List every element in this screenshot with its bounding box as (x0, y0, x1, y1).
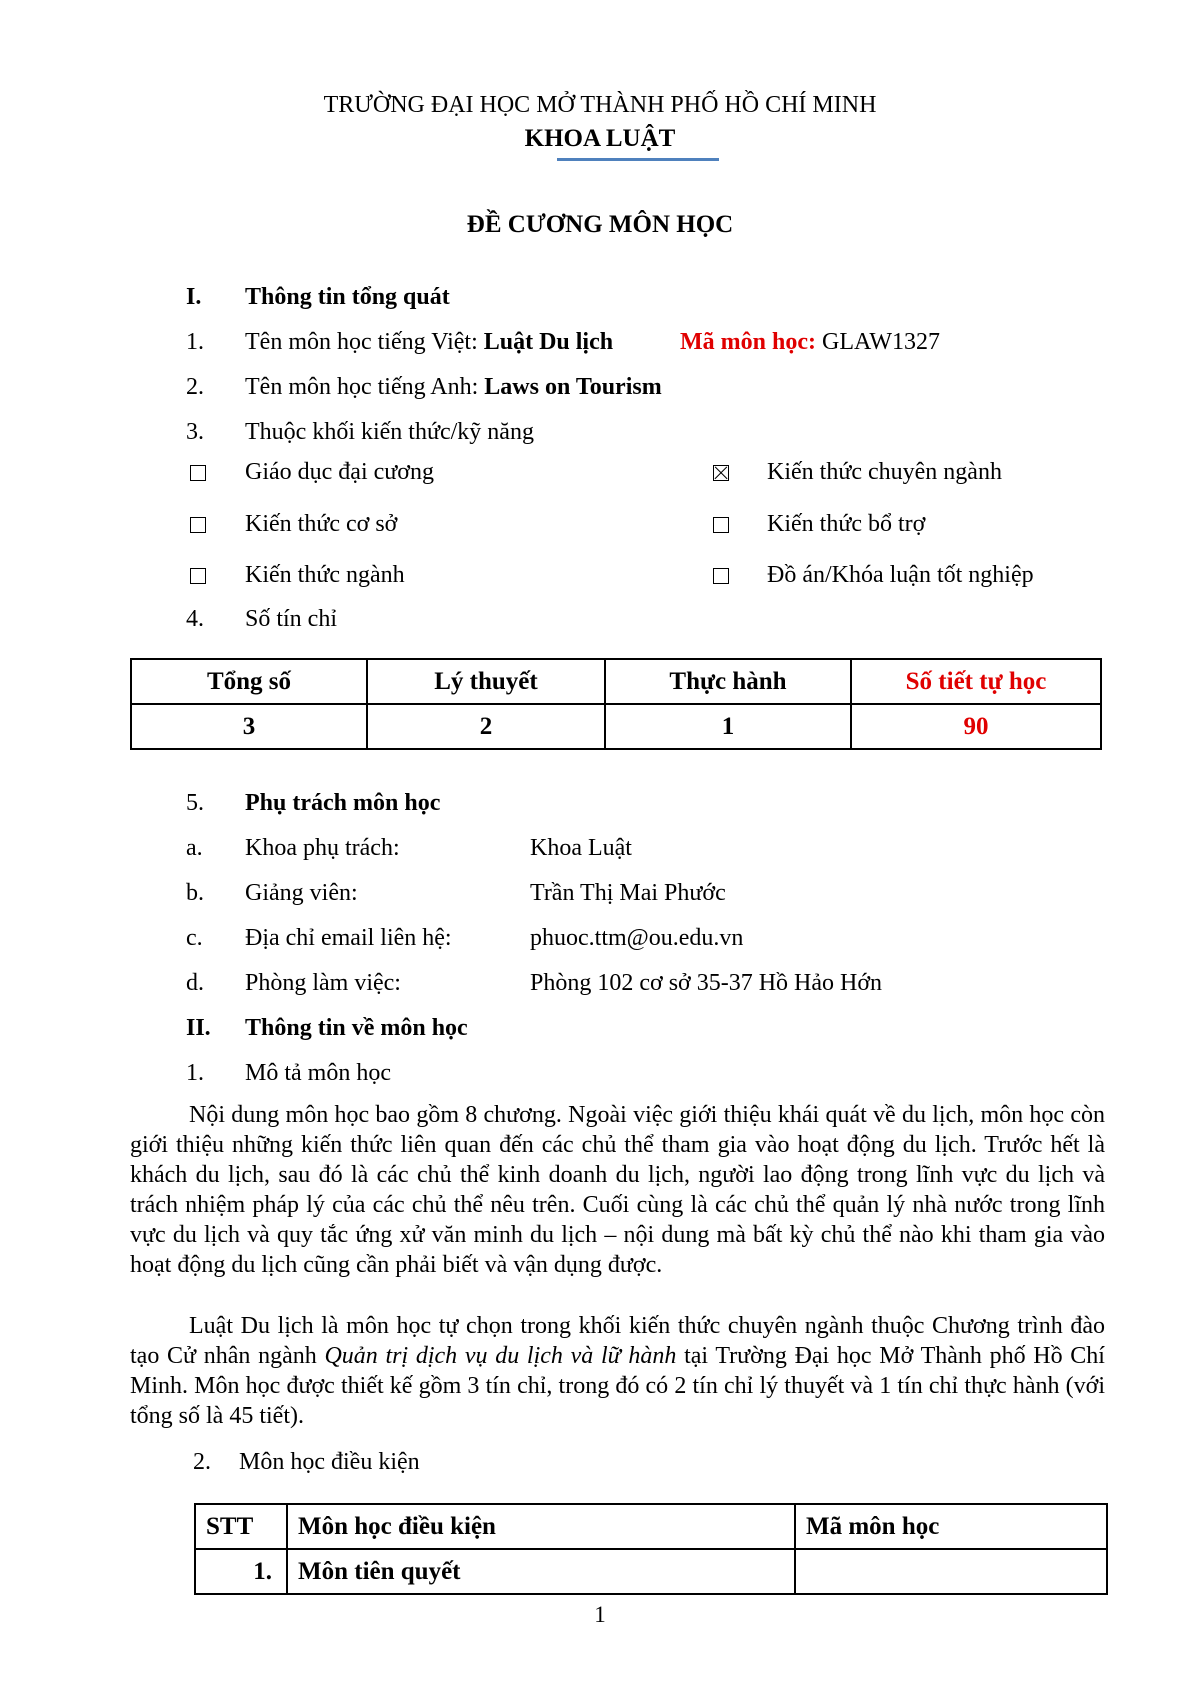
item-4-number: 4. (186, 606, 204, 632)
table-cell: 90 (851, 704, 1101, 749)
checkbox-thesis[interactable] (713, 565, 729, 589)
table-header-cell: Môn học điều kiện (287, 1504, 795, 1549)
table-cell: 2 (367, 704, 605, 749)
course-name-en-value: Laws on Tourism (484, 374, 662, 400)
list-label: Phòng làm việc: (245, 970, 401, 996)
list-value: Trần Thị Mai Phước (530, 880, 726, 906)
email-link[interactable]: phuoc.ttm@ou.edu.vn (530, 925, 744, 951)
section-1-number: I. (186, 284, 202, 310)
checkbox-icon (190, 568, 206, 584)
paragraph-text: tại Trường Đại học Mở Thành phố Hồ Chí Minh. Môn học được thiết kế gồm 3 tín chỉ, trong đó có 2 tín chỉ lý thuyết và 1 tín chỉ thực hành (với tổng số là 45 tiết). (130, 1343, 1105, 1429)
checkbox-icon (713, 568, 729, 584)
section-1-title: Thông tin tổng quát (245, 284, 450, 310)
section-2-number: II. (186, 1015, 211, 1041)
description-paragraph-1: Nội dung môn học bao gồm 8 chương. Ngoài việc giới thiệu khái quát về du lịch, môn học còn giới thiệu những kiến thức liên quan đến các chủ thể tham gia vào hoạt động du lịch. Trước hết là khách du lịch, sau đó là các chủ thể kinh doanh du lịch, người lao động trong lĩnh vực du lịch và trách nhiệm pháp lý của các chủ thể nêu trên. Cuối cùng là các chủ thể quản lý nhà nước trong lĩnh vực du lịch và quy tắc ứng xử văn minh du lịch – nội dung mà bất kỳ chủ thể nào khi tham gia vào hoạt động du lịch cũng cần phải biết và vận dụng được. (130, 1102, 1105, 1278)
checkbox-icon (190, 517, 206, 533)
credits-label: Số tín chỉ (245, 606, 338, 632)
section-2-item-2-number: 2. (193, 1449, 211, 1475)
table-header-cell: Thực hành (605, 659, 851, 704)
paragraph-text: Luật Du lịch là môn học tự chọn trong khối kiến thức chuyên ngành thuộc Chương trình đào tạo Cử nhân ngành (130, 1313, 1105, 1369)
checkbox-basic-knowledge[interactable] (190, 514, 206, 538)
table-header-cell: Mã môn học (795, 1504, 1107, 1549)
item-1-number: 1. (186, 329, 204, 355)
table-row (195, 1549, 1107, 1594)
table-header-cell: Lý thuyết (367, 659, 605, 704)
option-label: Giáo dục đại cương (245, 459, 434, 485)
program-name: Quản trị dịch vụ du lịch và lữ hành (324, 1343, 677, 1369)
course-description-label: Mô tả môn học (245, 1060, 391, 1086)
item-5-number: 5. (186, 790, 204, 816)
table-cell: 3 (131, 704, 367, 749)
checkbox-checked-icon (713, 465, 729, 481)
checkbox-major-knowledge[interactable] (190, 565, 206, 589)
list-key: c. (186, 925, 203, 951)
table-header-cell: Số tiết tự học (851, 659, 1101, 704)
option-label: Kiến thức chuyên ngành (767, 459, 1002, 485)
checkbox-icon (190, 465, 206, 481)
table-cell: 1. (195, 1549, 287, 1594)
option-label: Đồ án/Khóa luận tốt nghiệp (767, 562, 1034, 588)
option-label: Kiến thức cơ sở (245, 511, 398, 537)
table-cell: Môn tiên quyết (287, 1549, 795, 1594)
option-label: Kiến thức bổ trợ (767, 511, 926, 537)
checkbox-specialized-knowledge[interactable] (713, 462, 729, 486)
description-paragraph-2 (130, 1311, 1105, 1431)
table-row (131, 704, 1101, 749)
prerequisite-table (194, 1503, 1108, 1595)
list-label: Giảng viên: (245, 880, 358, 906)
section-2-title: Thông tin về môn học (245, 1015, 468, 1041)
section-2-item-1-number: 1. (186, 1060, 204, 1086)
checkbox-icon (713, 517, 729, 533)
course-name-en (245, 375, 662, 399)
prerequisite-label: Môn học điều kiện (239, 1449, 420, 1475)
university-name: TRƯỜNG ĐẠI HỌC MỞ THÀNH PHỐ HỒ CHÍ MINH (323, 92, 877, 118)
course-name-en-label: Tên môn học tiếng Anh: (245, 374, 485, 400)
item-3-number: 3. (186, 419, 204, 445)
option-label: Kiến thức ngành (245, 562, 405, 588)
item-2-number: 2. (186, 374, 204, 400)
document-title: ĐỀ CƯƠNG MÔN HỌC (466, 211, 734, 238)
knowledge-block-label: Thuộc khối kiến thức/kỹ năng (245, 419, 534, 445)
list-key: b. (186, 880, 204, 906)
table-header-cell: Tổng số (131, 659, 367, 704)
table-header-row (131, 659, 1101, 704)
course-name-vi-label: Tên môn học tiếng Việt: (245, 329, 484, 355)
page-number: 1 (594, 1602, 606, 1627)
list-value: Phòng 102 cơ sở 35-37 Hồ Hảo Hớn (530, 970, 883, 996)
table-cell: 1 (605, 704, 851, 749)
responsible-label: Phụ trách môn học (245, 790, 441, 816)
credits-table (130, 658, 1102, 750)
list-label: Khoa phụ trách: (245, 835, 400, 861)
course-code-value: GLAW1327 (815, 329, 941, 355)
table-cell (795, 1549, 1107, 1594)
course-name-vi-value: Luật Du lịch (483, 329, 614, 355)
checkbox-supplementary-knowledge[interactable] (713, 514, 729, 538)
table-header-row (195, 1504, 1107, 1549)
faculty-underline (557, 158, 719, 161)
course-code (680, 330, 940, 354)
list-key: d. (186, 970, 204, 996)
list-key: a. (186, 835, 203, 861)
list-value: Khoa Luật (530, 835, 632, 861)
course-code-label: Mã môn học: (680, 329, 816, 355)
course-name-vi (245, 330, 613, 354)
list-label: Địa chỉ email liên hệ: (245, 925, 452, 951)
checkbox-general-education[interactable] (190, 462, 206, 486)
table-header-cell: STT (195, 1504, 287, 1549)
faculty-name: KHOA LUẬT (524, 125, 676, 152)
